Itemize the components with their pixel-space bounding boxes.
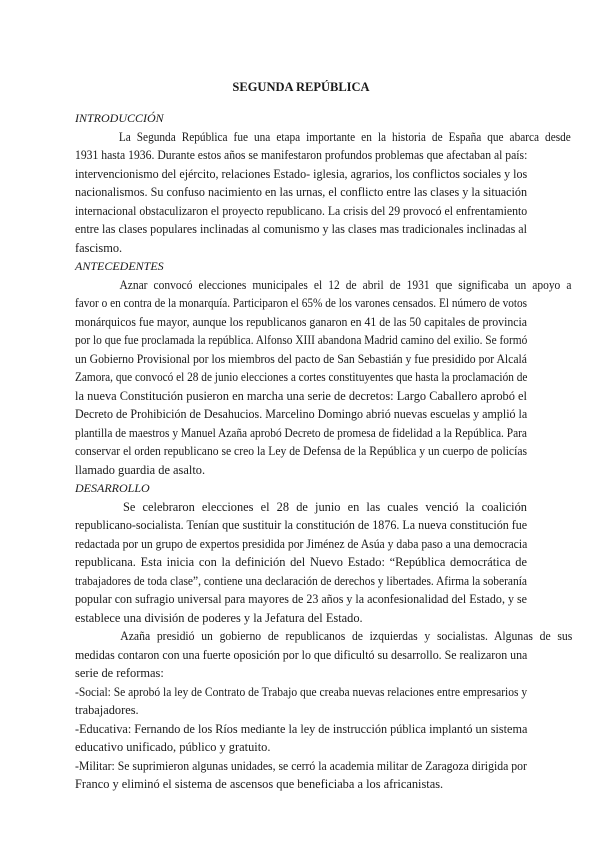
text-line: republicano-socialista. Tenían que sustituir la constitución de 1876. La nueva constitución fue (75, 518, 528, 532)
text-line: educativo unificado, público y gratuito. (75, 740, 271, 754)
text-line: la nueva Constitución pusieron en marcha una serie de decretos: Largo Caballero aprobó el (75, 388, 527, 403)
text-line: republicana. Esta inicia con la definición del Nuevo Estado: “República democrática de (75, 555, 527, 569)
section-introducción (75, 109, 571, 257)
text-line: -Militar: Se suprimieron algunas unidades, se cerró la academia militar de Zaragoza dirigida por (75, 758, 527, 773)
text-line: medidas contaron con una fuerte oposición por lo que dificultó su desarrollo. Se realizaron una (75, 647, 528, 662)
paragraph (75, 683, 527, 720)
text-line: monárquicos fue mayor, aunque los republicanos ganaron en 41 de las 50 capitales de provincia (75, 314, 527, 329)
section-desarrollo (75, 479, 573, 794)
text-line: conservar el orden republicano se creo la Ley de Defensa de la República y un cuerpo de policías (75, 444, 527, 458)
text-line: internacional obstaculizaron el proyecto republicano. La crisis del 29 provocó el enfrentamiento (75, 203, 528, 218)
section-heading: DESARROLLO (75, 481, 150, 495)
text-line: La Segunda República fue una etapa importante en la historia de España que abarca desde (118, 129, 571, 144)
paragraph (75, 627, 573, 683)
paragraph (75, 757, 527, 794)
text-line: -Social: Se aprobó la ley de Contrato de Trabajo que creaba nuevas relaciones entre empresarios y (75, 684, 528, 699)
text-line: trabajadores de toda clase”, contiene una declaración de derechos y libertades. Afirma la soberanía (75, 573, 527, 588)
text-line: fascismo. (75, 240, 123, 255)
paragraph (75, 720, 527, 757)
document-page (75, 78, 573, 794)
text-line: un Gobierno Provisional por los miembros del pacto de San Sebastián y fue presidido por Alcalá (75, 351, 527, 366)
text-line: popular con sufragio universal para mayores de 23 años y la aconfesionalidad del Estado, y se (75, 592, 527, 606)
section-antecedentes (75, 257, 572, 479)
text-line: Zamora, que convocó el 28 de junio elecciones a cortes constituyentes que hasta la proclamación de (75, 370, 528, 384)
text-line: intervencionismo del ejército, relaciones Estado- iglesia, agrarios, los conflictos sociales y los (75, 166, 528, 181)
document-body (75, 109, 573, 794)
text-line: Azaña presidió un gobierno de republicanos de izquierdas y socialistas. Algunas de sus (120, 629, 573, 643)
section-heading: ANTECEDENTES (75, 259, 164, 273)
text-line: llamado guardia de asalto. (75, 462, 206, 477)
text-line: Decreto de Prohibición de Desahucios. Marcelino Domingo abrió nuevas escuelas y amplió la (75, 407, 528, 421)
paragraph (75, 128, 571, 258)
text-line: -Educativa: Fernando de los Ríos mediante la ley de instrucción pública implantó un sistema (75, 721, 528, 736)
text-line: serie de reformas: (75, 666, 164, 680)
text-line: redactada por un grupo de expertos presidida por Jiménez de Asúa y daba paso a una democracia (75, 536, 528, 551)
text-line: plantilla de maestros y Manuel Azaña aprobó Decreto de promesa de fidelidad a la República. Para (75, 425, 527, 440)
paragraph (75, 276, 572, 480)
text-line: trabajadores. (75, 703, 139, 717)
text-line: favor o en contra de la monarquía. Participaron el 65% de los varones censados. El número de votos (75, 296, 527, 310)
document-title: SEGUNDA REPÚBLICA (232, 80, 370, 94)
text-line: establece una división de poderes y la Jefatura del Estado. (75, 610, 363, 625)
text-line: 1931 hasta 1936. Durante estos años se manifestaron profundos problemas que afectaban al país: (75, 148, 528, 162)
text-line: Se celebraron elecciones el 28 de junio en las cuales venció la coalición (123, 499, 527, 514)
text-line: nacionalismos. Su confuso nacimiento en las urnas, el conflicto entre las clases y la situación (75, 185, 528, 199)
text-line: entre las clases populares inclinadas al comunismo y las clases mas tradicionales inclinadas al (75, 222, 527, 236)
text-line: por lo que fue proclamada la república. Alfonso XIII abandona Madrid camino del exilio. Se formó (75, 333, 528, 347)
text-line: Aznar convocó elecciones municipales el 12 de abril de 1931 que significaba un apoyo a (119, 277, 572, 292)
section-heading: INTRODUCCIÓN (75, 111, 164, 125)
paragraph (75, 498, 527, 628)
text-line: Franco y eliminó el sistema de ascensos que beneficiaba a los africanistas. (75, 777, 444, 791)
